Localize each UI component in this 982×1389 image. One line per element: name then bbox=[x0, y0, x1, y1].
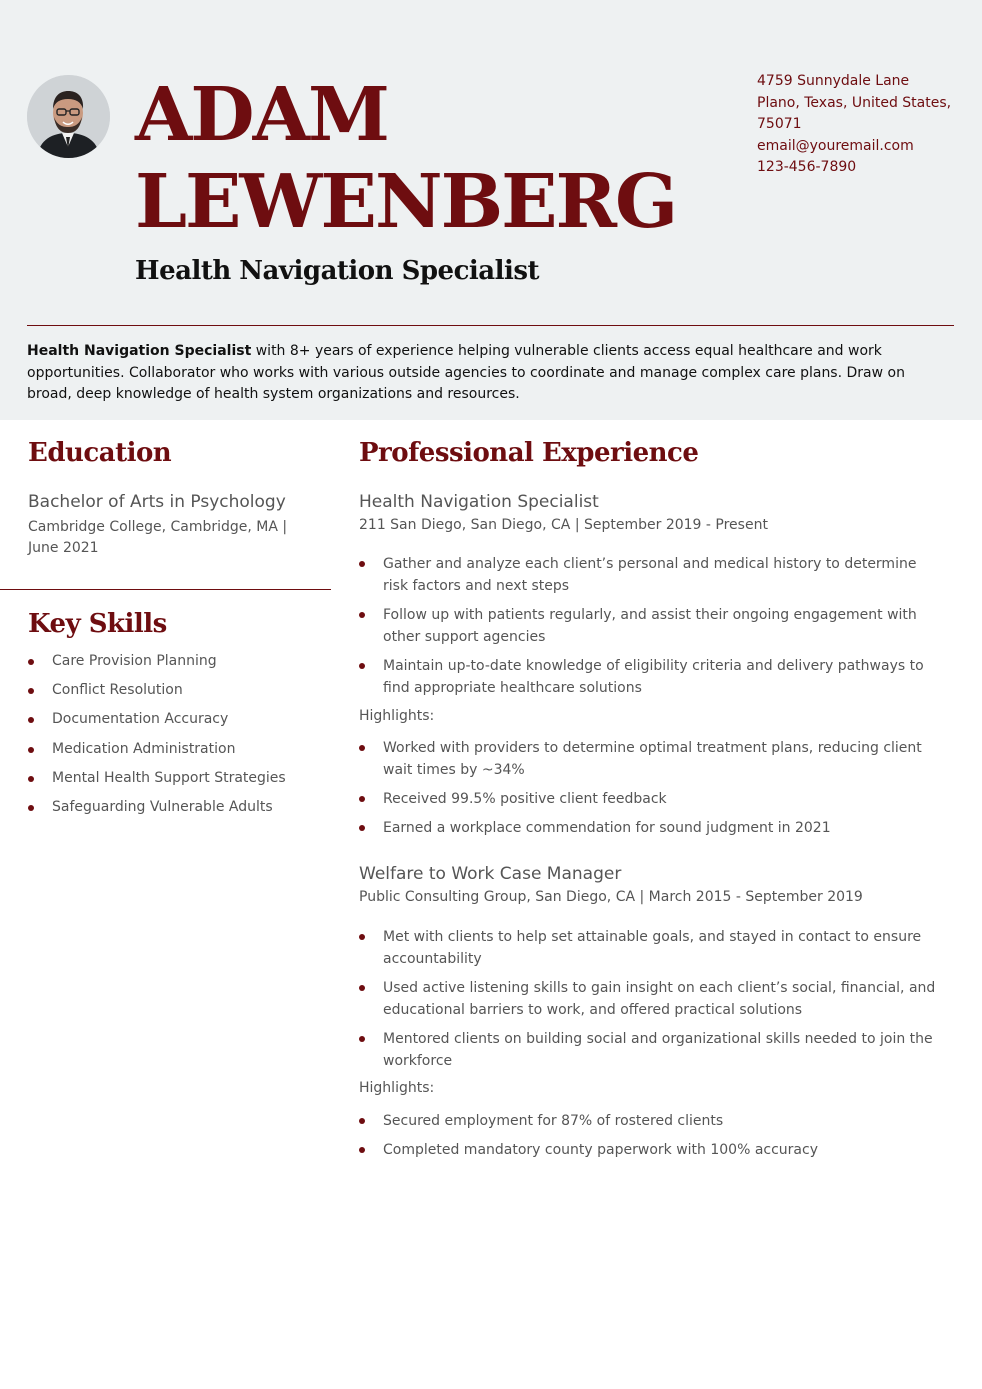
phone-number: 123-456-7890 bbox=[757, 159, 857, 175]
address-line-1: 4759 Sunnydale Lane bbox=[757, 73, 910, 89]
list-item bbox=[359, 977, 939, 1021]
left-column-divider bbox=[0, 589, 331, 590]
highlight-text: Completed mandatory county paperwork with 100% accuracy bbox=[383, 1142, 818, 1158]
first-name: ADAM bbox=[135, 72, 388, 158]
highlight-text: Secured employment for 87% of rostered clients bbox=[383, 1113, 724, 1129]
bullet-icon bbox=[359, 825, 365, 831]
bullet-icon bbox=[359, 1147, 365, 1153]
skill-item bbox=[28, 797, 328, 826]
bullet-icon bbox=[28, 776, 34, 782]
education-degree: Bachelor of Arts in Psychology bbox=[28, 492, 286, 512]
education-detail: Cambridge College, Cambridge, MA | June 2021 bbox=[28, 519, 288, 556]
list-item bbox=[359, 817, 939, 839]
bullet-icon bbox=[359, 934, 365, 940]
skill-label: Mental Health Support Strategies bbox=[52, 769, 286, 786]
last-name: LEWENBERG bbox=[135, 159, 677, 245]
duty-text: Mentored clients on building social and organizational skills needed to join the workforce bbox=[383, 1031, 933, 1069]
job-1-meta: 211 San Diego, San Diego, CA | September 2019 - Present bbox=[359, 517, 768, 533]
experience-heading: Professional Experience bbox=[359, 438, 699, 468]
bullet-icon bbox=[359, 1036, 365, 1042]
job-2-highlights-label: Highlights: bbox=[359, 1080, 435, 1096]
duty-text: Gather and analyze each client’s personal and medical history to determine risk factors and next steps bbox=[383, 556, 917, 594]
skill-label: Conflict Resolution bbox=[52, 682, 183, 699]
bullet-icon bbox=[28, 747, 34, 753]
summary-paragraph bbox=[27, 341, 947, 406]
address-line-3: 75071 bbox=[757, 116, 802, 132]
email-link[interactable]: email@youremail.com bbox=[757, 137, 914, 154]
duty-text: Met with clients to help set attainable goals, and stayed in contact to ensure accountability bbox=[383, 929, 922, 967]
bullet-icon bbox=[359, 663, 365, 669]
skill-label: Care Provision Planning bbox=[52, 653, 217, 669]
highlight-text: Earned a workplace commendation for sound judgment in 2021 bbox=[383, 820, 831, 836]
list-item bbox=[359, 737, 939, 781]
skill-label: Documentation Accuracy bbox=[52, 711, 229, 728]
summary-text: with 8+ years of experience helping vulnerable clients access equal healthcare and work opportunities. Collaborator who works with various outside agencies to coordinate and manage complex care plans. Draw on broad, deep knowledge of health system organizations and resources. bbox=[27, 343, 905, 402]
skill-item bbox=[28, 680, 328, 709]
bullet-icon bbox=[28, 688, 34, 694]
bullet-icon bbox=[359, 561, 365, 567]
skill-label: Safeguarding Vulnerable Adults bbox=[52, 798, 273, 815]
duty-text: Used active listening skills to gain insight on each client’s social, financial, and educational barriers to work, and offered practical solutions bbox=[383, 980, 936, 1018]
list-item bbox=[359, 655, 939, 699]
list-item bbox=[359, 604, 939, 648]
address-line-2: Plano, Texas, United States, bbox=[757, 94, 952, 111]
person-photo-icon bbox=[27, 75, 110, 158]
list-item bbox=[359, 553, 939, 597]
skills-list bbox=[28, 651, 328, 826]
skill-item bbox=[28, 709, 328, 738]
bullet-icon bbox=[28, 717, 34, 723]
bullet-icon bbox=[359, 1118, 365, 1124]
bullet-icon bbox=[359, 612, 365, 618]
skill-item bbox=[28, 768, 328, 797]
list-item bbox=[359, 926, 939, 970]
list-item bbox=[359, 788, 939, 810]
bullet-icon bbox=[359, 745, 365, 751]
job-1-title: Health Navigation Specialist bbox=[359, 492, 599, 512]
job-1-highlights bbox=[359, 737, 939, 846]
bullet-icon bbox=[28, 659, 34, 665]
profile-photo bbox=[27, 75, 110, 158]
bullet-icon bbox=[359, 985, 365, 991]
skill-item bbox=[28, 651, 328, 680]
list-item bbox=[359, 1139, 939, 1161]
job-2-highlights bbox=[359, 1110, 939, 1168]
job-2-duties bbox=[359, 926, 939, 1079]
duty-text: Follow up with patients regularly, and assist their ongoing engagement with other support agencies bbox=[383, 607, 917, 645]
job-1-highlights-label: Highlights: bbox=[359, 708, 435, 724]
skill-label: Medication Administration bbox=[52, 740, 236, 757]
job-title-heading: Health Navigation Specialist bbox=[135, 256, 540, 286]
job-2-title: Welfare to Work Case Manager bbox=[359, 864, 622, 884]
bullet-icon bbox=[359, 796, 365, 802]
contact-block bbox=[757, 71, 957, 179]
duty-text: Maintain up-to-date knowledge of eligibility criteria and delivery pathways to find appropriate healthcare solutions bbox=[383, 658, 924, 696]
skills-heading: Key Skills bbox=[28, 609, 167, 639]
header-divider bbox=[27, 325, 954, 326]
job-1-duties bbox=[359, 553, 939, 706]
bullet-icon bbox=[28, 805, 34, 811]
summary-lead: Health Navigation Specialist bbox=[27, 343, 252, 359]
education-heading: Education bbox=[28, 438, 172, 468]
highlight-text: Received 99.5% positive client feedback bbox=[383, 791, 667, 807]
skill-item bbox=[28, 739, 328, 768]
highlight-text: Worked with providers to determine optimal treatment plans, reducing client wait times by ~34% bbox=[383, 740, 922, 778]
list-item bbox=[359, 1028, 939, 1072]
list-item bbox=[359, 1110, 939, 1132]
job-2-meta: Public Consulting Group, San Diego, CA | March 2015 - September 2019 bbox=[359, 889, 863, 905]
